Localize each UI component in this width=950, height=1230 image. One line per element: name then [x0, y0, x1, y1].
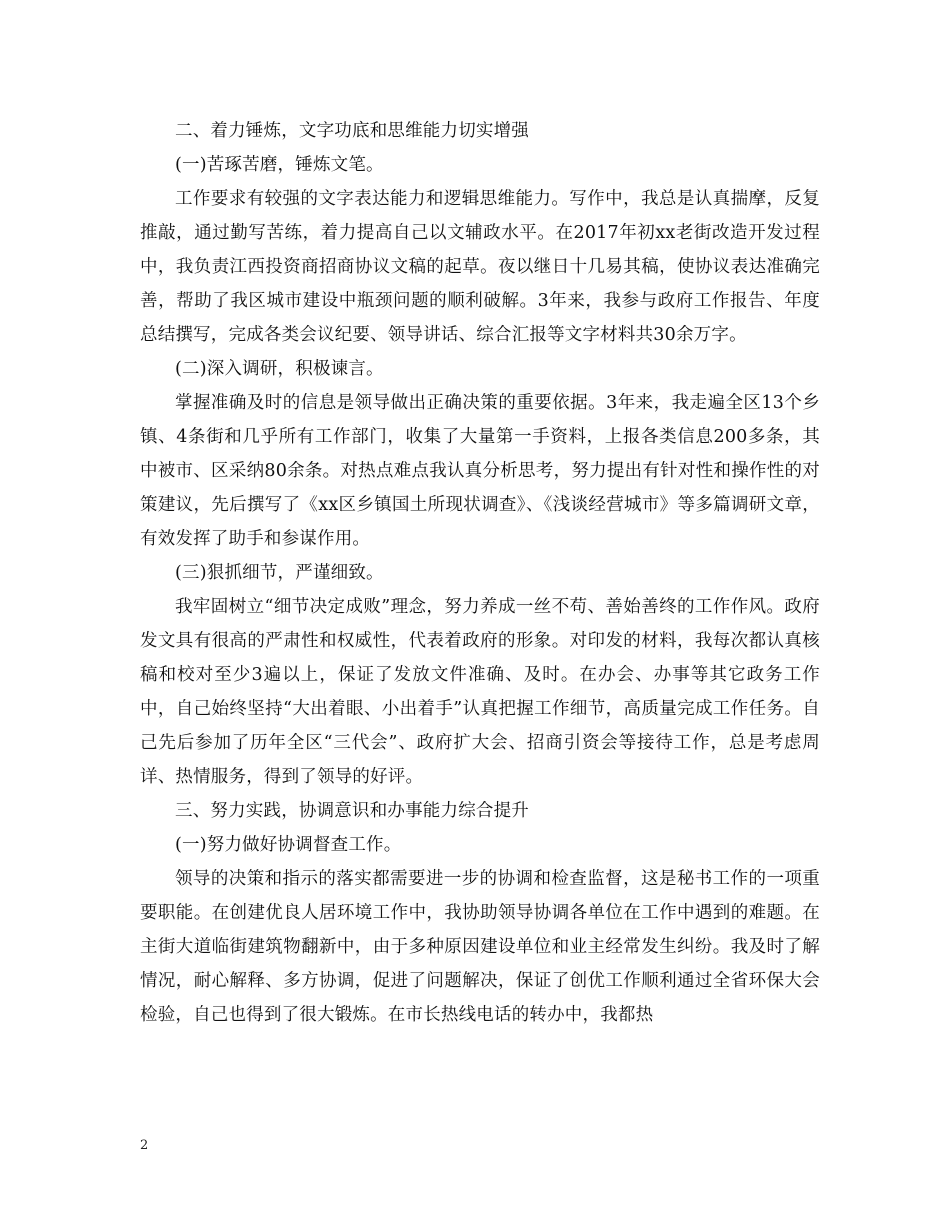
paragraph-research: 掌握准确及时的信息是领导做出正确决策的重要依据。3年来，我走遍全区13个乡镇、4条街和几乎所有工作部门，收集了大量第一手资料，上报各类信息200多条，其中被市、区采纳80余条。对热点难点我认真分析思考，努力提出有针对性和操作性的对策建议，先后撰写了《xx区乡镇国土所现状调查》、《浅谈经营城市》等多篇调研文章，有效发挥了助手和参谋作用。 [140, 393, 820, 549]
paragraph-details: 我牢固树立“细节决定成败”理念，努力养成一丝不苟、善始善终的工作作风。政府发文具有很高的严肃性和权威性，代表着政府的形象。对印发的材料，我每次都认真核稿和校对至少3遍以上，保证了发放文件准确、及时。在办会、办事等其它政务工作中，自己始终坚持“大出着眼、小出着手”认真把握工作细节，高质量完成工作任务。自己先后参加了历年全区“三代会”、政府扩大会、招商引资会等接待工作，总是考虑周详、热情服务，得到了领导的好评。 [140, 597, 820, 787]
subsection-heading-2-1: (一)苦琢苦磨，锤炼文笔。 [175, 155, 384, 175]
subsection-heading-3-1: (一)努力做好协调督查工作。 [175, 835, 402, 855]
section-heading-3: 三、努力实践，协调意识和办事能力综合提升 [175, 801, 529, 821]
subsection-heading-2-2: (二)深入调研，积极谏言。 [175, 359, 384, 379]
page-number: 2 [140, 1138, 149, 1153]
subsection-heading-2-3: (三)狠抓细节，严谨细致。 [175, 563, 384, 583]
paragraph-writing-skills: 工作要求有较强的文字表达能力和逻辑思维能力。写作中，我总是认真揣摩，反复推敲，通过勤写苦练，着力提高自己以文辅政水平。在2017年初xx老街改造开发过程中，我负责江西投资商招商协议文稿的起草。夜以继日十几易其稿，使协议表达准确完善，帮助了我区城市建设中瓶颈问题的顺利破解。3年来，我参与政府工作报告、年度总结撰写，完成各类会议纪要、领导讲话、综合汇报等文字材料共30余万字。 [140, 189, 820, 345]
section-heading-2: 二、着力锤炼，文字功底和思维能力切实增强 [175, 121, 529, 141]
paragraph-coordination: 领导的决策和指示的落实都需要进一步的协调和检查监督，这是秘书工作的一项重要职能。在创建优良人居环境工作中，我协助领导协调各单位在工作中遇到的难题。在主街大道临街建筑物翻新中，由于多种原因建设单位和业主经常发生纠纷。我及时了解情况，耐心解释、多方协调，促进了问题解决，保证了创优工作顺利通过全省环保大会检验，自己也得到了很大锻炼。在市长热线电话的转办中，我都热 [140, 869, 820, 1025]
document-body [140, 114, 820, 1032]
